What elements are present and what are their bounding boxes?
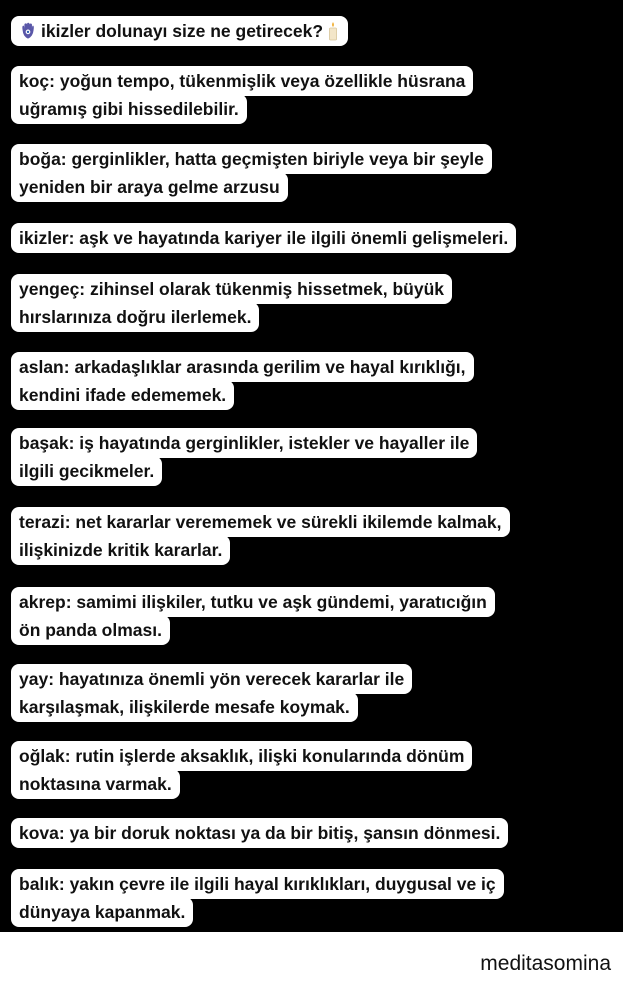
- entry-line-1: oğlak: rutin işlerde aksaklık, ilişki konularında dönüm: [11, 741, 472, 771]
- title-chip: [11, 16, 348, 46]
- entry-aslan: [11, 352, 474, 410]
- entry-line-1: boğa: gerginlikler, hatta geçmişten biriyle veya bir şeyle: [11, 144, 492, 174]
- entry-balik: [11, 869, 504, 927]
- entry-line-2: kendini ifade edememek.: [11, 380, 234, 410]
- entry-line-1: koç: yoğun tempo, tükenmişlik veya özellikle hüsrana: [11, 66, 473, 96]
- author-credit: meditasomina: [480, 952, 611, 975]
- entry-line-1: terazi: net kararlar verememek ve sürekli ikilemde kalmak,: [11, 507, 510, 537]
- title-row: [11, 16, 348, 46]
- entry-line-2: dünyaya kapanmak.: [11, 897, 193, 927]
- entry-line-2: ilişkinizde kritik kararlar.: [11, 535, 230, 565]
- entry-oglak: [11, 741, 472, 799]
- entry-line-1: yengeç: zihinsel olarak tükenmiş hissetmek, büyük: [11, 274, 452, 304]
- entry-line-2: hırslarınıza doğru ilerlemek.: [11, 302, 259, 332]
- entry-line-1: aslan: arkadaşlıklar arasında gerilim ve hayal kırıklığı,: [11, 352, 474, 382]
- entry-line-1: akrep: samimi ilişkiler, tutku ve aşk gündemi, yaratıcığın: [11, 587, 495, 617]
- entry-line-2: uğramış gibi hissedilebilir.: [11, 94, 247, 124]
- entry-line-1: balık: yakın çevre ile ilgili hayal kırıklıkları, duygusal ve iç: [11, 869, 504, 899]
- entry-basak: [11, 428, 477, 486]
- entry-boga: [11, 144, 492, 202]
- entry-line-2: ilgili gecikmeler.: [11, 456, 162, 486]
- entry-yay: [11, 664, 412, 722]
- entry-line-2: ön panda olması.: [11, 615, 170, 645]
- entry-kova: [11, 818, 508, 848]
- entry-line-1: ikizler: aşk ve hayatında kariyer ile ilgili önemli gelişmeleri.: [11, 223, 516, 253]
- entry-line-1: yay: hayatınıza önemli yön verecek kararlar ile: [11, 664, 412, 694]
- entry-line-2: karşılaşmak, ilişkilerde mesafe koymak.: [11, 692, 358, 722]
- entry-line-1: başak: iş hayatında gerginlikler, istekler ve hayaller ile: [11, 428, 477, 458]
- entry-line-1: kova: ya bir doruk noktası ya da bir bitiş, şansın dönmesi.: [11, 818, 508, 848]
- entry-line-2: noktasına varmak.: [11, 769, 180, 799]
- entry-line-2: yeniden bir araya gelme arzusu: [11, 172, 288, 202]
- title-text: ikizler dolunayı size ne getirecek?: [41, 21, 324, 41]
- entry-akrep: [11, 587, 495, 645]
- candle-icon: [326, 21, 340, 41]
- entry-koc: [11, 66, 473, 124]
- entry-ikizler: [11, 223, 516, 253]
- entry-yengec: [11, 274, 452, 332]
- entry-terazi: [11, 507, 510, 565]
- hamsa-icon: [19, 22, 37, 40]
